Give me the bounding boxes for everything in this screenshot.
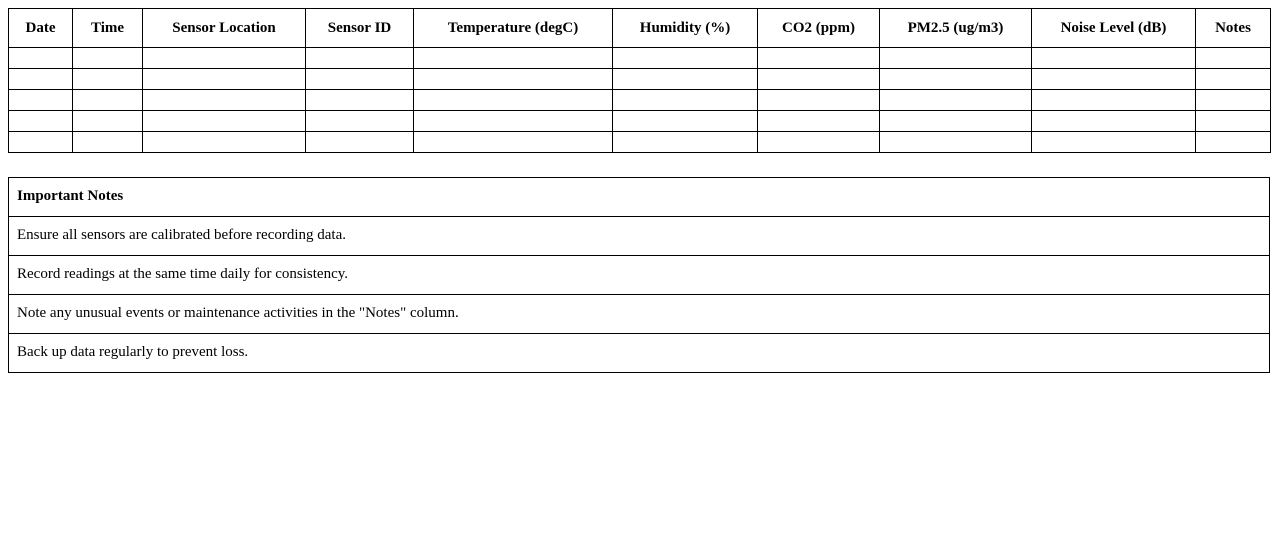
cell-noise-level[interactable]	[1032, 90, 1196, 111]
note-item: Record readings at the same time daily for consistency.	[9, 256, 1270, 295]
cell-humidity[interactable]	[613, 90, 758, 111]
cell-pm25[interactable]	[880, 90, 1032, 111]
cell-temperature[interactable]	[414, 90, 613, 111]
cell-temperature[interactable]	[414, 48, 613, 69]
cell-date[interactable]	[9, 48, 73, 69]
table-row	[9, 90, 1271, 111]
cell-date[interactable]	[9, 132, 73, 153]
cell-date[interactable]	[9, 69, 73, 90]
cell-sensor-location[interactable]	[143, 48, 306, 69]
cell-temperature[interactable]	[414, 111, 613, 132]
column-header-noise-level: Noise Level (dB)	[1032, 9, 1196, 48]
cell-noise-level[interactable]	[1032, 111, 1196, 132]
notes-row	[9, 295, 1270, 334]
cell-noise-level[interactable]	[1032, 69, 1196, 90]
column-header-date: Date	[9, 9, 73, 48]
cell-co2[interactable]	[758, 69, 880, 90]
cell-pm25[interactable]	[880, 48, 1032, 69]
cell-date[interactable]	[9, 90, 73, 111]
table-row	[9, 69, 1271, 90]
cell-co2[interactable]	[758, 132, 880, 153]
notes-row	[9, 217, 1270, 256]
column-header-co2: CO2 (ppm)	[758, 9, 880, 48]
cell-notes[interactable]	[1196, 111, 1271, 132]
table-row	[9, 48, 1271, 69]
cell-notes[interactable]	[1196, 48, 1271, 69]
cell-sensor-location[interactable]	[143, 132, 306, 153]
cell-time[interactable]	[73, 132, 143, 153]
column-header-time: Time	[73, 9, 143, 48]
cell-notes[interactable]	[1196, 132, 1271, 153]
cell-co2[interactable]	[758, 90, 880, 111]
table-spacer	[8, 153, 1270, 177]
notes-row	[9, 256, 1270, 295]
cell-sensor-id[interactable]	[306, 132, 414, 153]
column-header-sensor-location: Sensor Location	[143, 9, 306, 48]
column-header-sensor-id: Sensor ID	[306, 9, 414, 48]
table-row	[9, 111, 1271, 132]
cell-noise-level[interactable]	[1032, 132, 1196, 153]
cell-pm25[interactable]	[880, 111, 1032, 132]
cell-sensor-id[interactable]	[306, 48, 414, 69]
table-row	[9, 132, 1271, 153]
cell-date[interactable]	[9, 111, 73, 132]
cell-time[interactable]	[73, 69, 143, 90]
cell-co2[interactable]	[758, 48, 880, 69]
cell-sensor-location[interactable]	[143, 90, 306, 111]
cell-time[interactable]	[73, 90, 143, 111]
cell-humidity[interactable]	[613, 48, 758, 69]
cell-temperature[interactable]	[414, 69, 613, 90]
table-header-row	[9, 9, 1271, 48]
cell-pm25[interactable]	[880, 69, 1032, 90]
note-item: Back up data regularly to prevent loss.	[9, 334, 1270, 373]
cell-time[interactable]	[73, 48, 143, 69]
cell-sensor-id[interactable]	[306, 111, 414, 132]
cell-humidity[interactable]	[613, 132, 758, 153]
cell-co2[interactable]	[758, 111, 880, 132]
column-header-pm25: PM2.5 (ug/m3)	[880, 9, 1032, 48]
cell-pm25[interactable]	[880, 132, 1032, 153]
cell-notes[interactable]	[1196, 90, 1271, 111]
notes-row	[9, 334, 1270, 373]
important-notes-table	[8, 177, 1270, 373]
sensor-readings-table	[8, 8, 1271, 153]
cell-time[interactable]	[73, 111, 143, 132]
note-item: Ensure all sensors are calibrated before recording data.	[9, 217, 1270, 256]
note-item: Note any unusual events or maintenance activities in the "Notes" column.	[9, 295, 1270, 334]
column-header-temperature: Temperature (degC)	[414, 9, 613, 48]
cell-sensor-location[interactable]	[143, 111, 306, 132]
cell-sensor-location[interactable]	[143, 69, 306, 90]
cell-sensor-id[interactable]	[306, 69, 414, 90]
notes-heading: Important Notes	[9, 178, 1270, 217]
cell-sensor-id[interactable]	[306, 90, 414, 111]
cell-temperature[interactable]	[414, 132, 613, 153]
column-header-notes: Notes	[1196, 9, 1271, 48]
notes-heading-row	[9, 178, 1270, 217]
cell-humidity[interactable]	[613, 111, 758, 132]
cell-notes[interactable]	[1196, 69, 1271, 90]
cell-noise-level[interactable]	[1032, 48, 1196, 69]
column-header-humidity: Humidity (%)	[613, 9, 758, 48]
cell-humidity[interactable]	[613, 69, 758, 90]
